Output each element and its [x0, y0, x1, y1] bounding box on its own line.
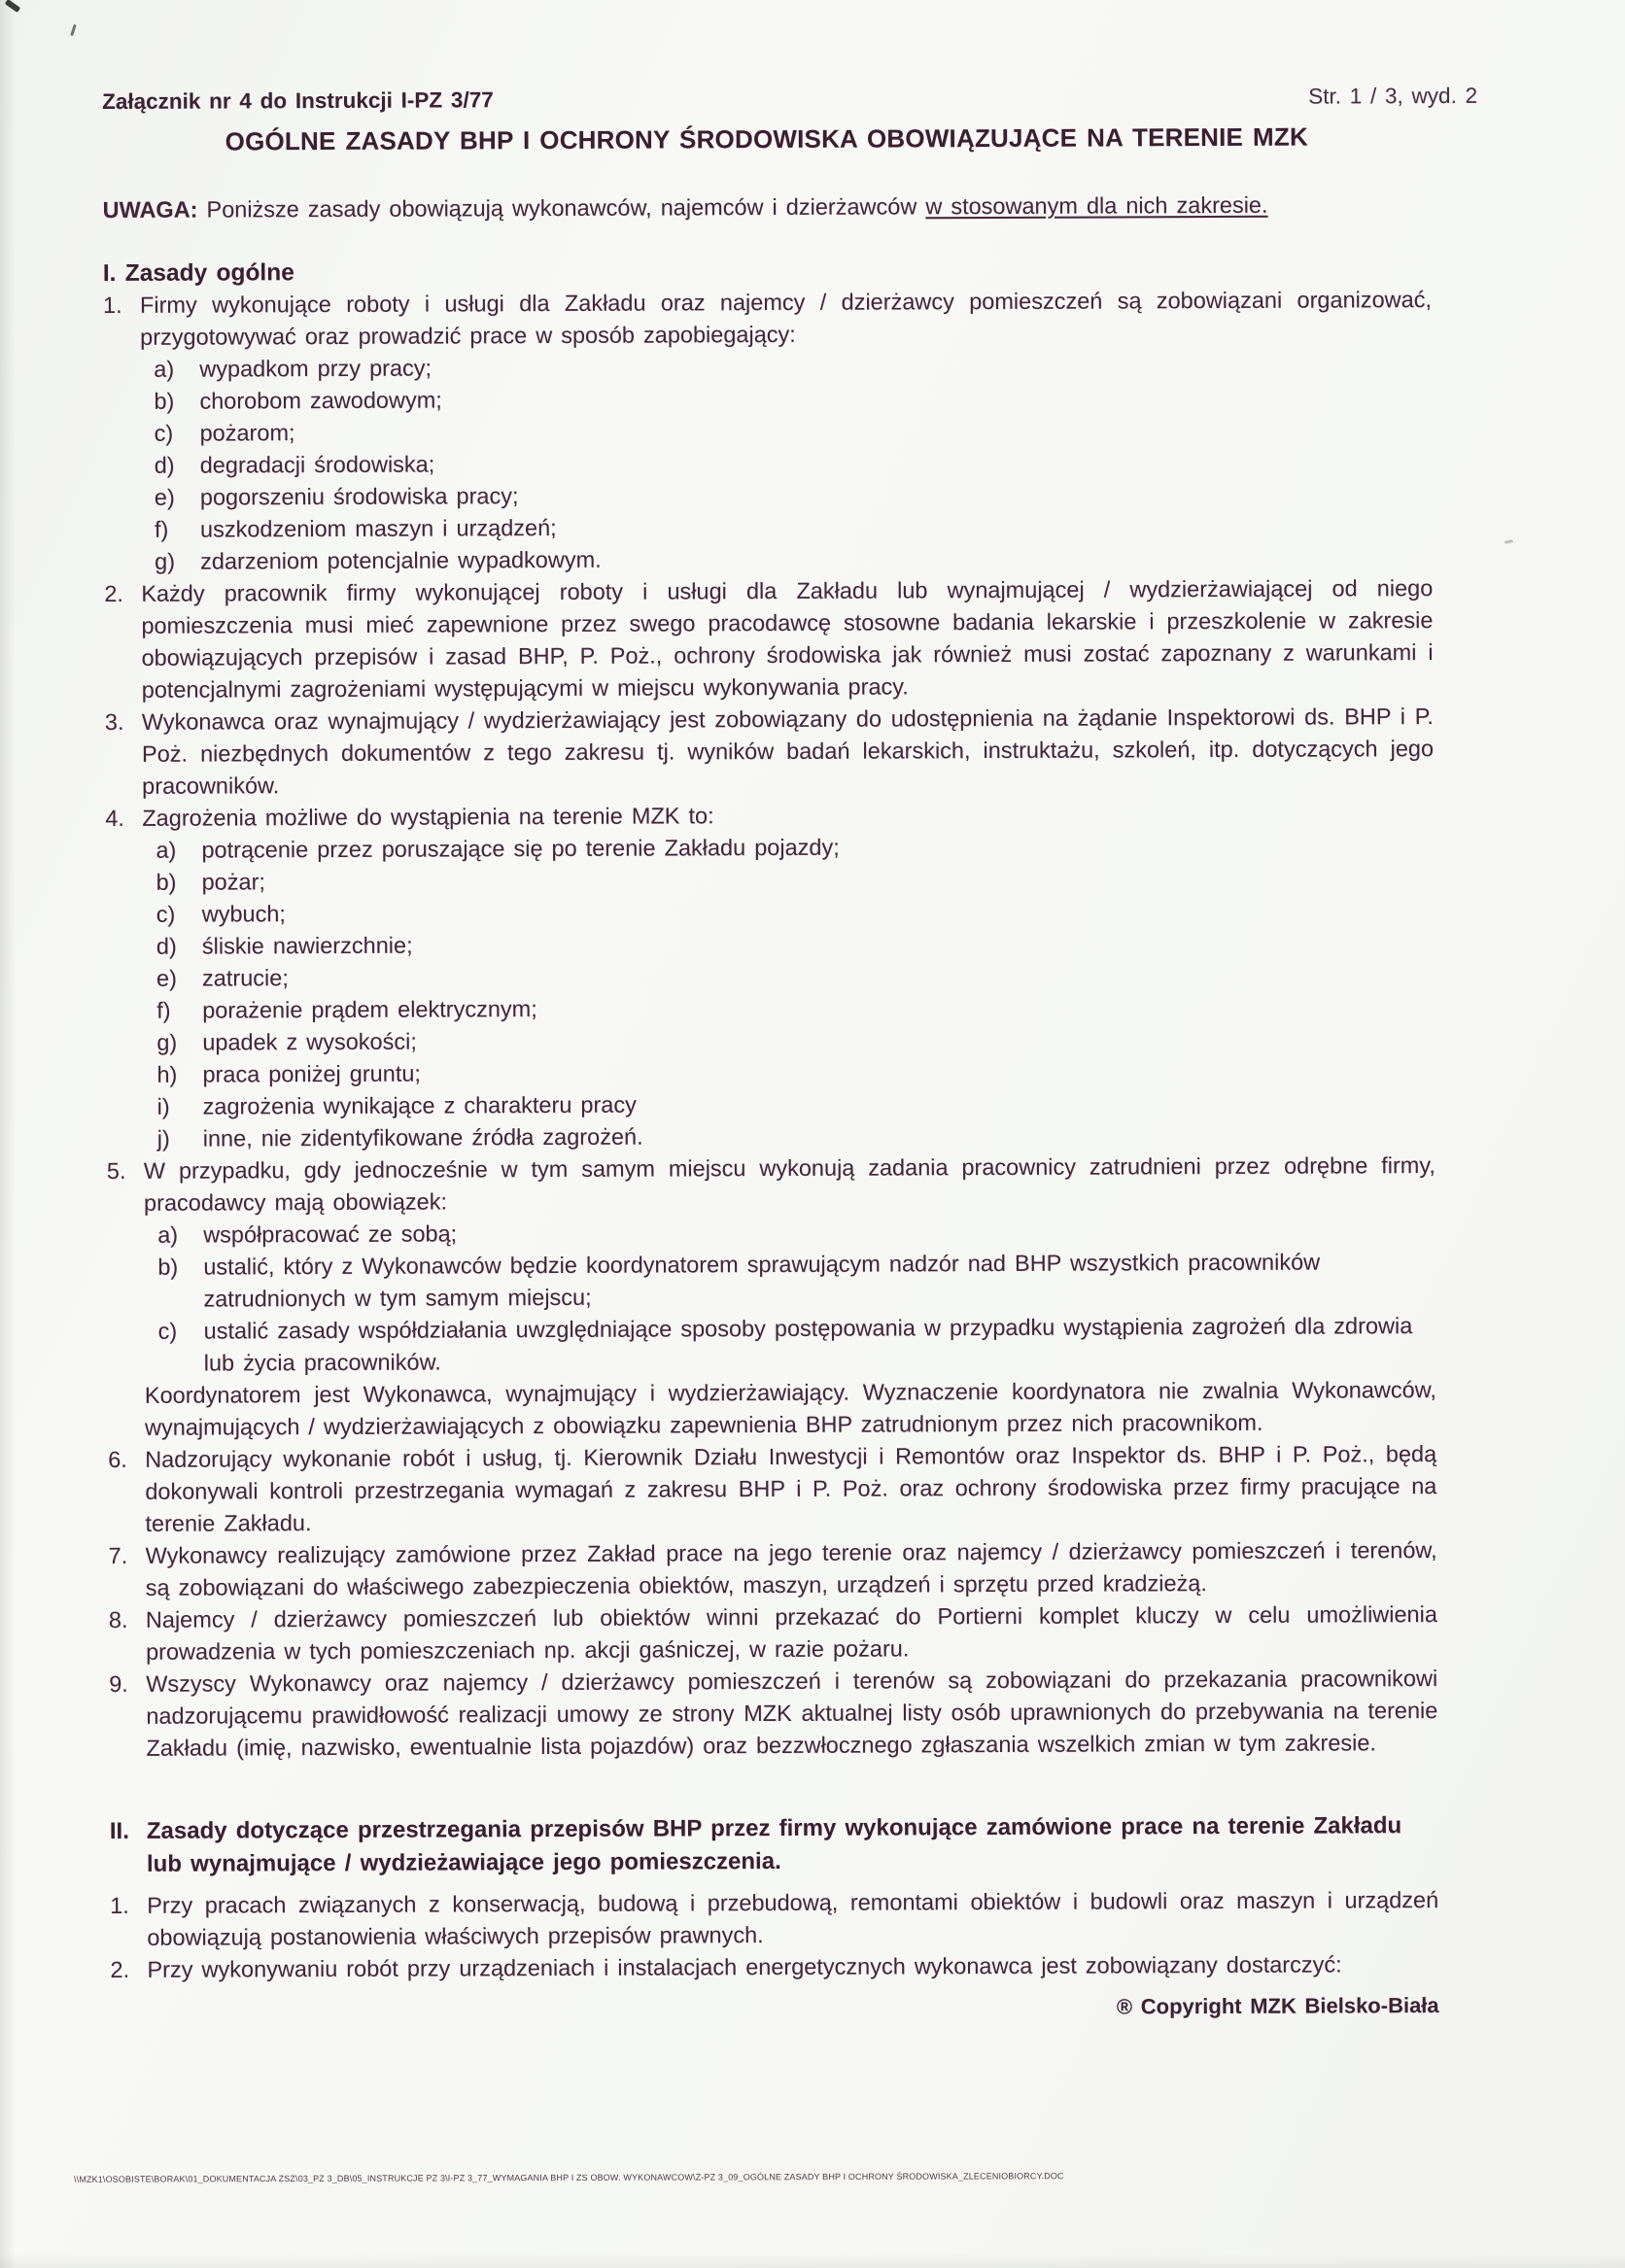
list-item: [107, 1150, 1435, 1220]
subitem-text: śliskie nawierzchnie;: [201, 932, 413, 959]
scan-speck: [70, 24, 77, 36]
notice-underlined: w stosowanym dla nich zakresie.: [925, 191, 1268, 220]
subitem-letter: e): [156, 965, 177, 991]
item-number: 1.: [102, 292, 122, 318]
subitem-text: pogorszeniu środowiska pracy;: [199, 483, 519, 510]
item-text: Firmy wykonujące roboty i usługi dla Zakładu oraz najemcy / dzierżawcy pomieszczeń są zobowiązani organizować, przygotowywać oraz prowadzić prace w sposób zapobiegający:: [139, 287, 1433, 350]
file-path-line: \\MZK1\OSOBISTE\BORAK\01_DOKUMENTACJA ZSZ\03_PZ 3_DB\05_INSTRUKCJE PZ 3\I-PZ 3_77_WYMAGANIA BHP I ZS OBOW. WYKONAWCOW\Z-PZ 3_09_OGÓLNE ZASADY BHP I OCHRONY ŚRODOWISKA_ZLECENIOBIORCY.DOC: [73, 2171, 1064, 2184]
subitem-letter: f): [154, 516, 169, 542]
item-number: 2.: [110, 1956, 130, 1982]
notice: [102, 189, 1431, 226]
subitem-text: uszkodzeniom maszyn i urządzeń;: [199, 514, 557, 542]
item-number: 4.: [105, 805, 124, 831]
section-2-list: [110, 1884, 1438, 1986]
item-number: 9.: [109, 1670, 128, 1697]
subitem-letter: b): [154, 388, 175, 414]
list-item: [109, 1663, 1437, 1765]
subitem-letter: g): [156, 1029, 178, 1055]
document-content: [102, 80, 1478, 2027]
item-text: Wykonawca oraz wynajmujący / wydzierżawiający jest zobowiązany do udostępnienia na żądanie Inspektorowi ds. BHP i P. Poż. niezbędnych dokumentów z tego zakresu tj. wyników badań lekarskich, instruktażu, szkoleń, itp. dotyczących jego pracowników.: [141, 704, 1435, 799]
item-text: Każdy pracownik firmy wykonującej roboty i usługi dla Zakładu lub wynajmującej / wydzierżawiającej od niego pomieszczenia musi mieć zapewnione przez swego pracodawcę stosowne badania lekarskie i przeszkolenie w zakresie obowiązujących przepisów i zasad BHP, P. Poż., ochrony środowiska jak również musi zostać zapoznany z warunkami i potencjalnymi zagrożeniami występującymi w miejscu wykonywania pracy.: [141, 575, 1434, 703]
item-text: Przy pracach związanych z konserwacją, budową i przebudową, remontami obiektów i budowli oraz maszyn i urządzeń obowiązują postanowienia właściwych przepisów prawnych.: [147, 1887, 1439, 1950]
list-item: [109, 1534, 1437, 1604]
item-text: Najemcy / dzierżawcy pomieszczeń lub obiektów winni przekazać do Portierni komplet kluczy w celu umożliwienia prowadzenia w tych pomieszczeniach np. akcji gaśniczej, w razie pożaru.: [145, 1601, 1437, 1665]
subitem-letter: e): [154, 484, 175, 510]
subitem-letter: g): [155, 548, 176, 574]
item-text: Zagrożenia możliwe do wystąpienia na terenie MZK to:: [142, 803, 714, 831]
subitem-text: zagrożenia wynikające z charakteru pracy: [202, 1091, 637, 1119]
subitem-letter: c): [157, 1318, 178, 1344]
list-item: [110, 1884, 1438, 1954]
subitem-text: współpracować ze sobą;: [203, 1220, 458, 1248]
subitem-text: wybuch;: [201, 901, 286, 927]
page-header: [102, 80, 1477, 118]
subitem-text: praca poniżej gruntu;: [202, 1060, 421, 1087]
list-item: [110, 1948, 1438, 1986]
subitem-letter: b): [157, 1254, 179, 1280]
subitem-text: wypadkom przy pracy;: [199, 355, 432, 382]
document-title: OGÓLNE ZASADY BHP I OCHRONY ŚRODOWISKA OBOWIĄZUJĄCE NA TERENIE MZK: [225, 121, 1308, 156]
section-2-heading-text: Zasady dotyczące przestrzegania przepisów BHP przez firmy wykonujące zamówione prace na terenie Zakładu lub wynajmujące / wydzieżawiające jego pomieszczenia.: [146, 1812, 1402, 1877]
subitem-letter: c): [154, 420, 174, 446]
item-number: 2.: [104, 580, 123, 606]
item-number: 6.: [108, 1446, 127, 1472]
subitem-letter: b): [156, 869, 177, 895]
subitem-letter: d): [154, 452, 175, 478]
item-5-continuation: Koordynatorem jest Wykonawca, wynajmujący i wydzierżawiający. Wyznaczenie koordynatora nie zwalnia Wykonawców, wynajmujących / wydzierżawiających z obowiązku zapewnienia BHP zatrudnionym przez nich pracownikom.: [144, 1377, 1436, 1440]
sub-list-item: [108, 1310, 1436, 1380]
notice-label: UWAGA:: [102, 196, 198, 223]
header-attachment-ref: Załącznik nr 4 do Instrukcji I-PZ 3/77: [102, 87, 494, 114]
subitem-text: ustalić zasady współdziałania uwzględniające sposoby postępowania w przypadku wystąpienia zagrożeń dla zdrowia lub życia pracowników.: [203, 1313, 1413, 1376]
subitem-letter: f): [156, 997, 171, 1023]
subitem-letter: a): [157, 1221, 179, 1248]
sub-list-item: [107, 1246, 1435, 1316]
subitem-text: upadek z wysokości;: [202, 1028, 417, 1055]
subitem-text: ustalić, który z Wykonawców będzie koordynatorem sprawującym nadzór nad BHP wszystkich pracowników zatrudnionych w tym samym miejscu;: [203, 1249, 1321, 1312]
item-text: Wszyscy Wykonawcy oraz najemcy / dzierżawcy pomieszczeń i terenów są zobowiązani do przekazania pracownikowi nadzorującemu prawidłowość realizacji umowy ze strony MZK aktualnej listy osób uprawnionych do przebywania na terenie Zakładu (imię, nazwisko, ewentualnie lista pojazdów) oraz bezzwłocznego zgłaszania wszelkich zmian w tym zakresie.: [146, 1666, 1438, 1761]
item-text: Nadzorujący wykonanie robót i usług, tj. Kierownik Działu Inwestycji i Remontów oraz Inspektor ds. BHP i P. Poż., będą dokonywali kontroli przestrzegania wymagań z zakresu BHP i P. Poż. oraz ochrony środowiska przez firmy pracujące na terenie Zakładu.: [145, 1441, 1437, 1536]
subitem-letter: d): [156, 933, 177, 959]
item-text: Przy wykonywaniu robót przy urządzeniach i instalacjach energetycznych wykonawca jest zobowiązany dostarczyć:: [147, 1951, 1342, 1982]
subitem-letter: h): [156, 1061, 178, 1087]
item-number: 7.: [108, 1542, 128, 1568]
subitem-text: pożarom;: [199, 420, 295, 446]
header-page-info: Str. 1 / 3, wyd. 2: [1308, 83, 1478, 109]
subitem-text: pożar;: [201, 869, 265, 895]
item-number: 3.: [104, 708, 124, 735]
list-item: [104, 572, 1434, 706]
item-text: W przypadku, gdy jednocześnie w tym samym miejscu wykonują zadania pracownicy zatrudnieni przez odrębne firmy, pracodawcy mają obowiązek:: [143, 1152, 1435, 1216]
list-item: [105, 701, 1434, 803]
list-item: [103, 284, 1432, 354]
scan-speck: [1504, 539, 1513, 544]
section-2-heading: [110, 1809, 1438, 1881]
subitem-letter: c): [156, 901, 176, 927]
subitem-text: porażenie prądem elektrycznym;: [202, 996, 537, 1023]
subitem-text: potrącenie przez poruszające się po terenie Zakładu pojazdy;: [201, 834, 840, 863]
list-item: [109, 1598, 1437, 1668]
copyright-line: ® Copyright MZK Bielsko-Biała: [1116, 1993, 1439, 2019]
subitem-letter: i): [156, 1093, 170, 1119]
item-number: 1.: [110, 1892, 129, 1918]
item-number: 8.: [108, 1606, 128, 1632]
section-1-heading: I. Zasady ogólne: [102, 259, 294, 287]
subitem-text: zatrucie;: [201, 965, 289, 991]
item-text: Wykonawcy realizujący zamówione przez Zakład prace na jego terenie oraz najemcy / dzierżawcy pomieszczeń i terenów, są zobowiązani do właściwego zabezpieczenia obiektów, maszyn, urządzeń i sprzętu przed kradzieżą.: [145, 1537, 1437, 1600]
subitem-text: zdarzeniom potencjalnie wypadkowym.: [200, 546, 602, 574]
subitem-text: chorobom zawodowym;: [199, 387, 442, 414]
section-2-marker: II.: [109, 1817, 129, 1844]
notice-text: Poniższe zasady obowiązują wykonawców, najemców i dzierżawców: [197, 193, 926, 223]
subitem-letter: j): [156, 1125, 170, 1151]
list-item: [108, 1438, 1436, 1540]
item-number: 5.: [106, 1157, 126, 1184]
scan-edge-shadow-bottom: [0, 2254, 1625, 2268]
subitem-letter: a): [154, 356, 175, 382]
subitem-text: degradacji środowiska;: [199, 451, 435, 478]
subitem-text: inne, nie zidentyfikowane źródła zagrożeń.: [202, 1123, 643, 1151]
scan-edge-shadow: [0, 0, 16, 2268]
subitem-letter: a): [156, 837, 177, 863]
